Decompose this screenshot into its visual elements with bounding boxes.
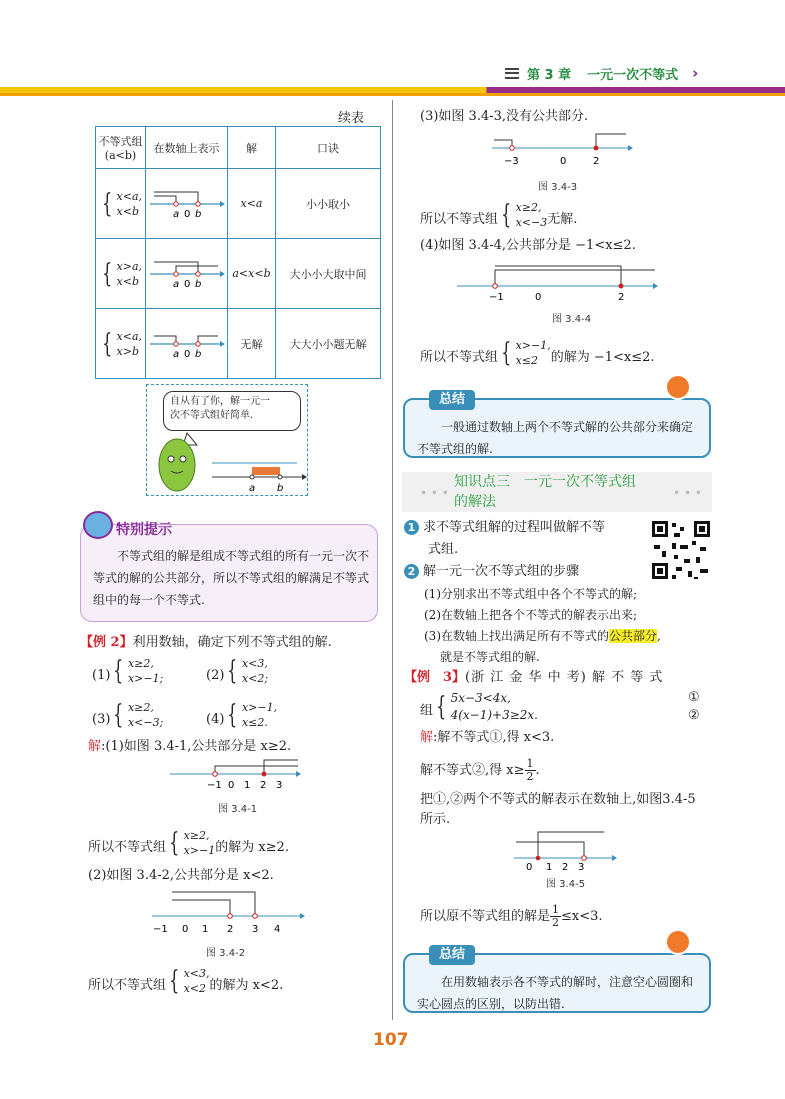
chapter-header — [505, 64, 698, 82]
answer-3: 所以不等式组 { x≥2, x<−3 无解. — [420, 200, 578, 230]
figure-caption: 图 3.4-5 — [546, 879, 586, 890]
fox-mascot-icon — [665, 374, 691, 400]
example3-heading: 【例 3】(浙 江 金 华 中 考) 解 不 等 式 — [404, 670, 664, 685]
figure-caption: 图 3.4-3 — [538, 182, 578, 193]
dots-decoration-icon: • • • — [420, 486, 449, 500]
col-header-system: 不等式组 (a<b) — [96, 127, 146, 169]
svg-text:0: 0 — [535, 292, 542, 302]
col-header-mnemonic: 口诀 — [276, 127, 381, 169]
step-3: (3)在数轴上找出满足所有不等式的公共部分, — [424, 629, 661, 643]
svg-text:b: b — [194, 279, 201, 290]
figure-3.4-5 — [512, 828, 622, 872]
problem-1: (1) { x≥2, x>−1; — [92, 656, 164, 686]
svg-text:0: 0 — [228, 780, 235, 791]
step-3-cont: 就是不等式组的解. — [440, 650, 540, 664]
example3-system: 组 { 5x−3<4x, 4(x−1)+3≥2x. — [420, 691, 538, 722]
marker-1: ① — [688, 690, 700, 705]
dots-decoration-icon: • • • — [673, 486, 702, 500]
tip-title: 特别提示 — [116, 522, 172, 538]
step-2: (2)在数轴上把各个不等式的解表示出来; — [424, 608, 638, 622]
svg-text:0: 0 — [183, 349, 190, 360]
cartoon-panel — [146, 384, 308, 496]
solution-4-text: (4)如图 3.4-4,公共部分是 −1<x≤2. — [420, 238, 636, 253]
summary-tag: 总结 — [429, 945, 475, 965]
svg-text:3: 3 — [276, 780, 283, 791]
svg-text:−1: −1 — [207, 780, 222, 791]
svg-text:−3: −3 — [504, 156, 519, 167]
knowledge-point-title: 知识点三 一元一次不等式组 的解法 — [454, 474, 636, 510]
answer-2: 所以不等式组 { x<3, x<2 的解为 x<2. — [88, 966, 284, 996]
chevron-right-icon[interactable]: › — [692, 64, 699, 82]
svg-text:2: 2 — [227, 924, 234, 934]
chapter-title: 一元一次不等式 — [587, 67, 679, 83]
chapter-number: 第 3 章 — [527, 67, 572, 83]
answer-1: 所以不等式组 { x≥2, x>−1 的解为 x≥2. — [88, 828, 289, 858]
table-continued-label: 续表 — [338, 111, 365, 126]
figure-caption: 图 3.4-1 — [218, 804, 258, 815]
svg-text:2: 2 — [562, 862, 569, 872]
figure-3.4-3 — [490, 132, 640, 172]
svg-text:1: 1 — [546, 862, 553, 872]
qr-code-icon[interactable] — [650, 519, 712, 581]
col-header-axis: 在数轴上表示 — [146, 127, 228, 169]
svg-text:0: 0 — [183, 279, 190, 290]
example3-solution-1: 解:解不等式①,得 x<3. — [420, 730, 555, 745]
svg-text:a: a — [172, 209, 179, 220]
svg-text:1: 1 — [202, 924, 209, 934]
svg-text:0: 0 — [182, 924, 189, 934]
svg-text:a: a — [249, 483, 256, 494]
figure-caption: 图 3.4-2 — [206, 948, 246, 959]
svg-text:b: b — [194, 209, 201, 220]
svg-text:4: 4 — [274, 924, 281, 934]
example3-solution-3: 把①,②两个不等式的解表示在数轴上,如图3.4-5 — [420, 792, 696, 807]
svg-text:b: b — [194, 349, 201, 360]
example3-solution-3-cont: 所示. — [420, 812, 451, 827]
svg-text:3: 3 — [252, 924, 259, 934]
svg-text:a: a — [172, 349, 179, 360]
solution-3-text: (3)如图 3.4-3,没有公共部分. — [420, 109, 589, 124]
speech-bubble: 自从有了你，解一元一 次不等式组好简单. — [163, 391, 301, 431]
svg-text:a: a — [172, 279, 179, 290]
item-1: 1 求不等式组解的过程叫做解不等 — [404, 518, 605, 538]
answer-4: 所以不等式组 { x>−1, x≤2 的解为 −1<x≤2. — [420, 338, 655, 368]
tip-mascot-icon — [83, 511, 113, 539]
svg-text:0: 0 — [183, 209, 190, 220]
svg-text:2: 2 — [260, 780, 267, 791]
svg-text:−1: −1 — [153, 924, 168, 934]
svg-text:2: 2 — [593, 156, 600, 167]
number-line-figure — [148, 324, 226, 360]
col-header-solution: 解 — [228, 127, 276, 169]
header-band-lower — [0, 93, 785, 96]
number-line-figure — [148, 254, 226, 290]
problem-3: (3) { x≥2, x<−3; — [92, 700, 164, 730]
marker-2: ② — [688, 708, 700, 723]
problem-4: (4) { x>−1, x≤2. — [206, 700, 278, 730]
table-row: { x<a, x<b a 0 b x<a 小小取小 — [96, 169, 381, 239]
solution-1-text: 解:(1)如图 3.4-1,公共部分是 x≥2. — [88, 739, 292, 754]
fox-mascot-icon — [665, 929, 691, 955]
svg-text:0: 0 — [560, 156, 567, 167]
item-2-title: 2 解一元一次不等式组的步骤 — [404, 562, 579, 582]
summary-body: 一般通过数轴上两个不等式解的公共部分来确定不等式组的解. — [417, 420, 694, 456]
column-divider — [392, 100, 393, 1020]
table-row: { x<a, x>b a 0 b 无解 大大小小题无解 — [96, 309, 381, 379]
item-1-cont: 式组. — [428, 542, 459, 557]
menu-icon[interactable] — [505, 68, 519, 79]
svg-text:1: 1 — [244, 780, 251, 791]
example3-answer: 所以原不等式组的解是 $\frac{1}{2}$ ≤x<3. — [420, 903, 603, 929]
svg-text:b: b — [277, 483, 284, 494]
problem-2: (2) { x<3, x<2; — [206, 656, 269, 686]
svg-text:2: 2 — [618, 292, 625, 302]
summary-box — [403, 947, 711, 1013]
number-line-figure — [148, 184, 226, 220]
figure-3.4-1 — [168, 758, 308, 802]
table-row: { x>a, x<b a 0 b a<x<b 大小小大取中间 — [96, 239, 381, 309]
solution-2-text: (2)如图 3.4-2,公共部分是 x<2. — [88, 868, 274, 883]
example3-solution-2: 解不等式②,得 x≥ $\frac{1}{2}$ . — [420, 757, 540, 783]
summary-box — [403, 392, 711, 458]
summary-tag: 总结 — [429, 390, 475, 410]
inequality-table — [95, 126, 381, 379]
svg-text:0: 0 — [526, 862, 533, 872]
svg-text:−1: −1 — [489, 292, 504, 302]
figure-3.4-4 — [455, 262, 665, 302]
cartoon-character-illustration — [147, 425, 307, 495]
example2-heading: 【例 2】利用数轴，确定下列不等式组的解. — [80, 635, 332, 650]
tip-body: 不等式组的解是组成不等式组的所有一元一次不等式的解的公共部分，所以不等式组的解满足不等式组中的每一个不等式. — [93, 549, 370, 607]
step-1: (1)分别求出不等式组中各个不等式的解; — [424, 587, 638, 601]
figure-caption: 图 3.4-4 — [552, 314, 592, 325]
knowledge-point-heading — [402, 472, 712, 512]
page-number: 107 — [373, 1030, 409, 1050]
figure-3.4-2 — [150, 888, 310, 934]
svg-text:3: 3 — [578, 862, 585, 872]
summary-body: 在用数轴表示各不等式的解时，注意空心圆圈和实心圆点的区别，以防出错. — [417, 975, 694, 1011]
special-tip-box — [80, 524, 378, 622]
